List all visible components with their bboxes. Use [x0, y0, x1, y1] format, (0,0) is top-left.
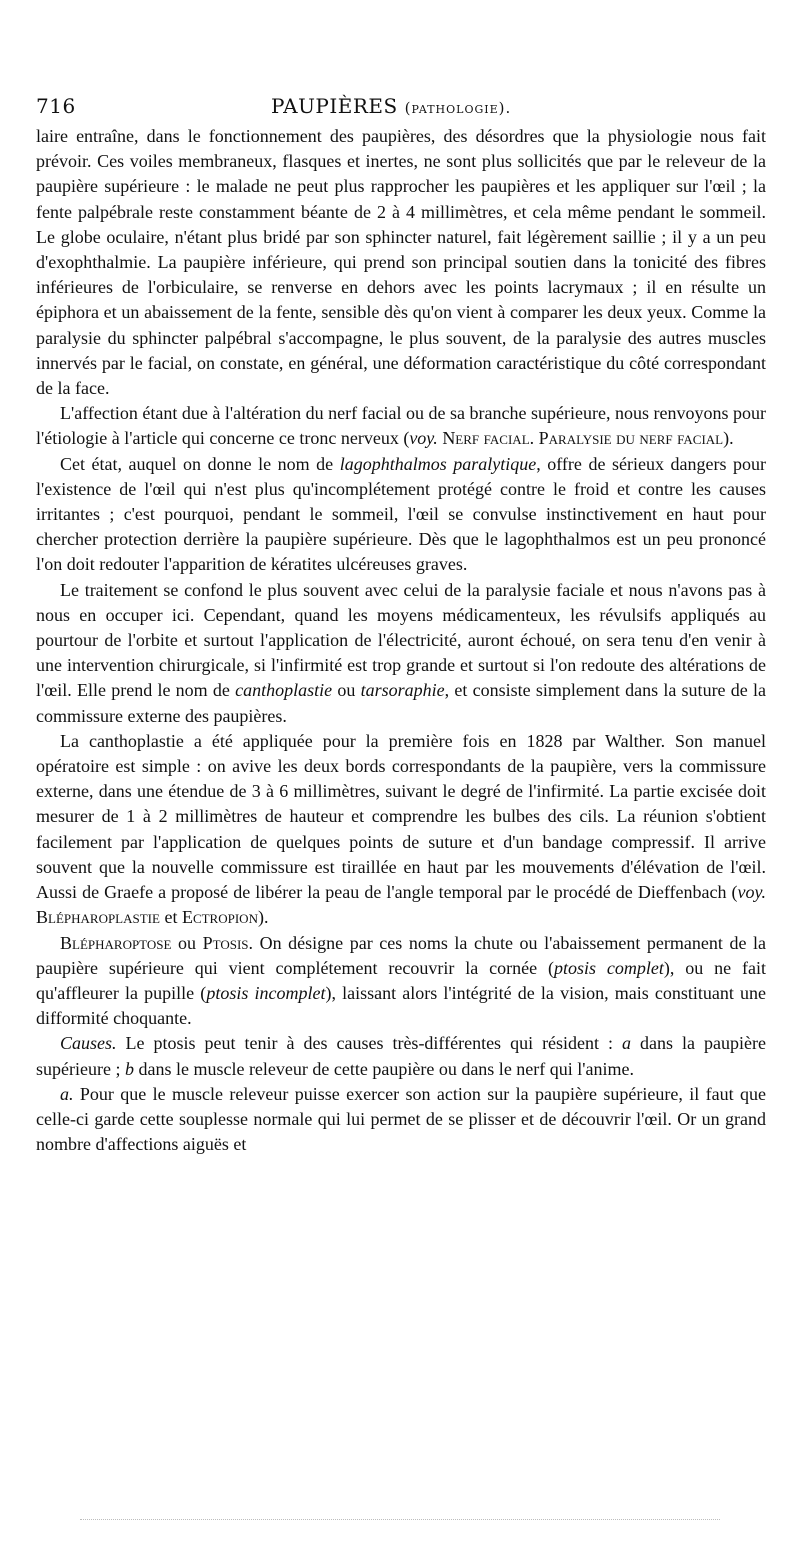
paragraph-3: Cet état, auquel on donne le nom de lagophthalmos paralytique, offre de sérieux dangers pour l'existence de l'œil qui n'est plus qu'incomplétement protégé contre le froid et contre les causes irritantes ; c'est pourquoi, pendant le sommeil, l'œil se convulse instinctivement en haut pour chercher protection derrière la paupière supérieure. Dès que le lagophthalmos est un peu prononcé l'on doit redouter l'apparition de kératites ulcéreuses graves. [36, 453, 766, 575]
paragraph-4: Le traitement se confond le plus souvent avec celui de la paralysie faciale et nous n'avons pas à nous en occuper ici. Cependant, quand les moyens médicamenteux, les révulsifs appliqués au pourtour de l'orbite et surtout l'application de l'électricité, auront échoué, on sera tenu d'en venir à une intervention chirurgicale, si l'infirmité est trop grande et surtout si l'on redoute des altérations de l'œil. Elle prend le nom de canthoplastie ou tarsoraphie, et consiste simplement dans la suture de la commissure externe des paupières. [36, 579, 767, 726]
subsection-label: a. [60, 1083, 74, 1104]
paragraph-8: a. Pour que le muscle releveur puisse exercer son action sur la paupière supérieure, il faut que celle-ci garde cette souplesse normale qui lui permet de se plisser et de découvrir l'œil. Or un grand nombre d'affections aiguës et [36, 1083, 766, 1155]
italic-term: tarsoraphie [360, 680, 445, 701]
page-footer-rule [80, 1519, 720, 1524]
paragraph-1: laire entraîne, dans le fonctionnement des paupières, des désordres que la physiologie nous fait prévoir. Ces voiles membraneux, flasques et inertes, ne sont plus sollicités que par le releveur de la paupière supérieure : le malade ne peut plus rapprocher les paupières et les appliquer sur l'œil ; la fente palpébrale reste constamment béante de 2 à 4 millimètres, et cela même pendant le sommeil. Le globe oculaire, n'étant plus bridé par son sphincter naturel, fait légèrement saillie ; il y a un peu d'exophthalmie. La paupière inférieure, qui prend son principal soutien dans la tonicité des fibres inférieures de l'orbiculaire, se renverse en dehors avec les points lacrymaux ; il en résulte un épiphora et un abaissement de la fente, sensible dès qu'on vient à comparer les deux yeux. Comme la paralysie du sphincter palpébral s'accompagne, le plus souvent, de la paralysie des autres muscles innervés par le facial, on constate, en général, une déformation caractéristique du côté correspondant de la face. [36, 126, 766, 399]
header-title: PAUPIÈRES [271, 94, 398, 118]
running-title [271, 94, 511, 118]
header-section: (pathologie). [404, 99, 512, 117]
cross-reference: Ectropion [181, 907, 258, 928]
body-text [36, 124, 766, 1157]
running-header [36, 94, 766, 124]
cross-reference: Paralysie du nerf facial [538, 428, 724, 449]
paragraph-5: La canthoplastie a été appliquée pour la première fois en 1828 par Walther. Son manuel opératoire est simple : on avive les deux bords correspondants de la paupière, vers la commissure externe, dans une étendue de 3 à 6 millimètres, suivant le degré de l'infirmité. La partie excisée doit mesurer de 1 à 2 millimètres de hauteur et comprendre les bulbes des cils. La réunion s'obtient facilement par l'application de quelques points de suture et d'un bandage compressif. Il arrive souvent que la nouvelle commissure est tiraillée en haut par les mouvements d'élévation de l'œil. Aussi de Graefe a proposé de libérer la peau de l'angle temporal par le procédé de Dieffenbach (voy. Blépharoplastie et Ectropion). [36, 730, 766, 928]
paragraph-6: Blépharoptose ou Ptosis. On désigne par ces noms la chute ou l'abaissement permanent de la paupière supérieure qui vient complétement recouvrir la cornée (ptosis complet), ou ne fait qu'affleurer la pupille (ptosis incomplet), laissant alors l'intégrité de la vision, mais constituant une difformité choquante. [36, 932, 767, 1029]
book-page [36, 94, 766, 1157]
section-term: Blépharoptose [60, 932, 172, 953]
cross-reference: Blépharoplastie [36, 907, 160, 928]
paragraph-7: Causes. Le ptosis peut tenir à des causes très-différentes qui résident : a dans la paupière supérieure ; b dans le muscle releveur de cette paupière ou dans le nerf qui l'anime. [36, 1033, 766, 1079]
cross-reference: Nerf facial. [442, 428, 535, 449]
italic-term: canthoplastie [235, 680, 333, 701]
paragraph-2: L'affection étant due à l'altération du nerf facial ou de sa branche supérieure, nous renvoyons pour l'étiologie à l'article qui concerne ce tronc nerveux (voy. Nerf facial. Paralysie du nerf facial). [36, 403, 766, 449]
page-number: 716 [36, 94, 76, 118]
subsection-label: Causes. [60, 1033, 117, 1054]
italic-term: lagophthalmos paralytique [339, 453, 537, 474]
section-term: Ptosis [202, 932, 249, 953]
